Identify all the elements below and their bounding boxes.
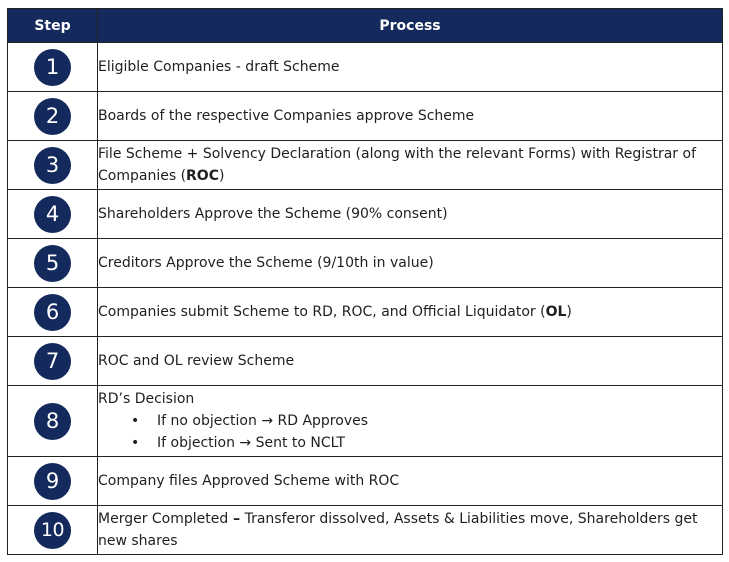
process-column-header: Process	[98, 9, 723, 43]
table-row	[8, 141, 723, 190]
table-row	[8, 337, 723, 386]
header-row	[8, 9, 723, 43]
process-cell	[98, 288, 723, 337]
list-item	[131, 410, 722, 432]
step-number-badge: 7	[34, 343, 71, 380]
step-cell	[8, 337, 98, 386]
process-cell: Company files Approved Scheme with ROC	[98, 457, 723, 506]
decision-list	[98, 410, 722, 454]
table-row	[8, 92, 723, 141]
process-text: )	[566, 304, 572, 320]
step-number-badge: 9	[34, 463, 71, 500]
table-row	[8, 43, 723, 92]
process-title: RD’s Decision	[98, 391, 195, 407]
process-cell	[98, 141, 723, 190]
step-number-badge: 4	[34, 196, 71, 233]
process-text: Transferor dissolved, Assets & Liabilities move, Shareholders get new shares	[98, 511, 698, 549]
merger-process-table	[7, 8, 723, 555]
list-item-text: If no objection → RD Approves	[157, 413, 369, 429]
process-text: File Scheme + Solvency Declaration (along with the relevant Forms) with Registrar of Companies (	[98, 146, 696, 184]
process-cell	[98, 386, 723, 457]
table-row	[8, 239, 723, 288]
step-number-badge: 3	[34, 147, 71, 184]
table-row	[8, 386, 723, 457]
table-row	[8, 457, 723, 506]
step-number-badge: 1	[34, 49, 71, 86]
bullet-icon: •	[131, 435, 140, 451]
process-cell: Eligible Companies - draft Scheme	[98, 43, 723, 92]
step-cell	[8, 288, 98, 337]
step-column-header: Step	[8, 9, 98, 43]
table-row	[8, 190, 723, 239]
step-cell	[8, 239, 98, 288]
process-cell	[98, 506, 723, 555]
list-item-text: If objection → Sent to NCLT	[157, 435, 346, 451]
step-cell	[8, 386, 98, 457]
step-cell	[8, 141, 98, 190]
step-number-badge: 6	[34, 294, 71, 331]
process-text-bold: –	[228, 511, 241, 527]
step-cell	[8, 43, 98, 92]
table-row	[8, 506, 723, 555]
step-cell	[8, 506, 98, 555]
step-cell	[8, 190, 98, 239]
process-text: Companies submit Scheme to RD, ROC, and Official Liquidator (	[98, 304, 546, 320]
step-number-badge: 2	[34, 98, 71, 135]
process-cell: Shareholders Approve the Scheme (90% consent)	[98, 190, 723, 239]
table-row	[8, 288, 723, 337]
process-text-bold: OL	[545, 304, 567, 320]
process-cell: Boards of the respective Companies approve Scheme	[98, 92, 723, 141]
step-number-badge: 5	[34, 245, 71, 282]
process-cell: Creditors Approve the Scheme (9/10th in value)	[98, 239, 723, 288]
bullet-icon: •	[131, 413, 140, 429]
step-number-badge: 10	[34, 512, 71, 549]
process-text: Merger Completed	[98, 511, 229, 527]
step-cell	[8, 92, 98, 141]
process-text-bold: ROC	[186, 168, 219, 184]
step-number-badge: 8	[34, 403, 71, 440]
process-cell: ROC and OL review Scheme	[98, 337, 723, 386]
step-cell	[8, 457, 98, 506]
process-text: )	[219, 168, 225, 184]
list-item	[131, 432, 722, 454]
